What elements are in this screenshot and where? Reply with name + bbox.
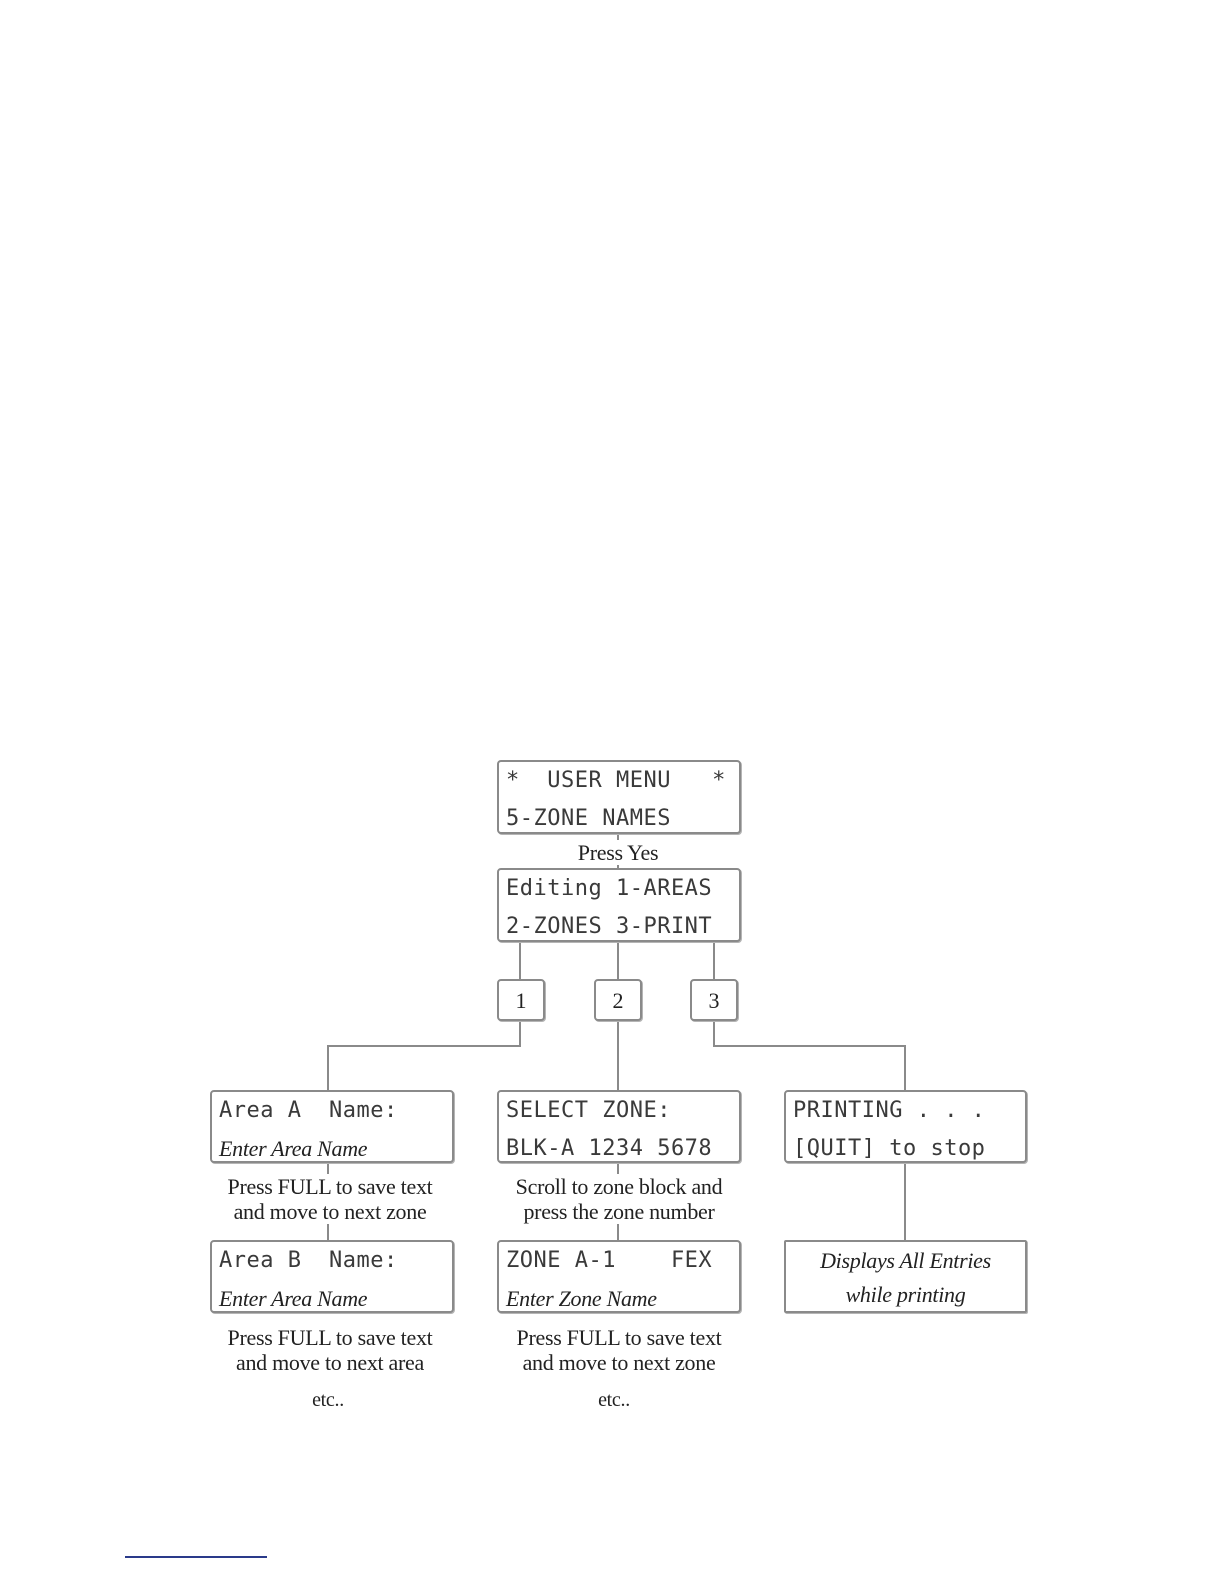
lcd-printing-line1: PRINTING . . . [793,1098,986,1123]
select-zone-caption-line2: press the zone number [523,1199,715,1224]
lcd-select-zone [497,1090,741,1163]
lcd-area-a [210,1090,454,1163]
lcd-zone-a1 [497,1240,741,1313]
printing-note-line2: while printing [845,1282,966,1307]
area-a-caption-line1: Press FULL to save text [227,1174,433,1199]
area-b-caption-line2: and move to next area [236,1350,424,1375]
zone-a1-caption [474,1325,764,1375]
lcd-select-zone-line1: SELECT ZONE: [506,1098,671,1123]
select-zone-caption-line1: Scroll to zone block and [515,1174,723,1199]
area-b-caption [190,1325,470,1375]
footnote-separator [125,1556,267,1558]
area-b-caption-line1: Press FULL to save text [227,1325,433,1350]
connector-key1-to-area-a [328,1020,520,1090]
lcd-select-zone-line2: BLK-A 1234 5678 [506,1136,713,1161]
lcd-printing [784,1090,1027,1163]
lcd-area-a-line1: Area A Name: [219,1098,398,1123]
key-1: 1 [497,979,545,1021]
zone-etc-label: etc.. [598,1389,630,1411]
zone-a1-caption-line1: Press FULL to save text [516,1325,722,1350]
area-etc-label: etc.. [312,1389,344,1411]
key-2: 2 [594,979,642,1021]
select-zone-caption [474,1174,764,1224]
lcd-editing-line2: 2-ZONES 3-PRINT [506,914,713,939]
lcd-printing-line2: [QUIT] to stop [793,1136,986,1161]
lcd-zone-a1-line1: ZONE A-1 FEX [506,1248,713,1273]
printing-note-line1: Displays All Entries [820,1248,991,1273]
lcd-editing-line1: Editing 1-AREAS [506,876,713,901]
lcd-user-menu-line2: 5-ZONE NAMES [506,806,671,831]
lcd-zone-a1-line2: Enter Zone Name [506,1286,657,1311]
area-a-caption [190,1174,470,1224]
zone-a1-caption-line2: and move to next zone [522,1350,716,1375]
connector-key3-to-printing [714,1020,905,1090]
press-yes-label: Press Yes [548,840,688,865]
lcd-area-b-line1: Area B Name: [219,1248,398,1273]
printing-note-box [784,1240,1027,1313]
lcd-user-menu [497,760,741,834]
lcd-area-b [210,1240,454,1313]
lcd-editing-menu [497,868,741,942]
key-3: 3 [690,979,738,1021]
area-a-caption-line2: and move to next zone [233,1199,427,1224]
lcd-user-menu-line1: * USER MENU * [506,768,726,793]
lcd-area-a-line2: Enter Area Name [219,1136,368,1161]
lcd-area-b-line2: Enter Area Name [219,1286,368,1311]
